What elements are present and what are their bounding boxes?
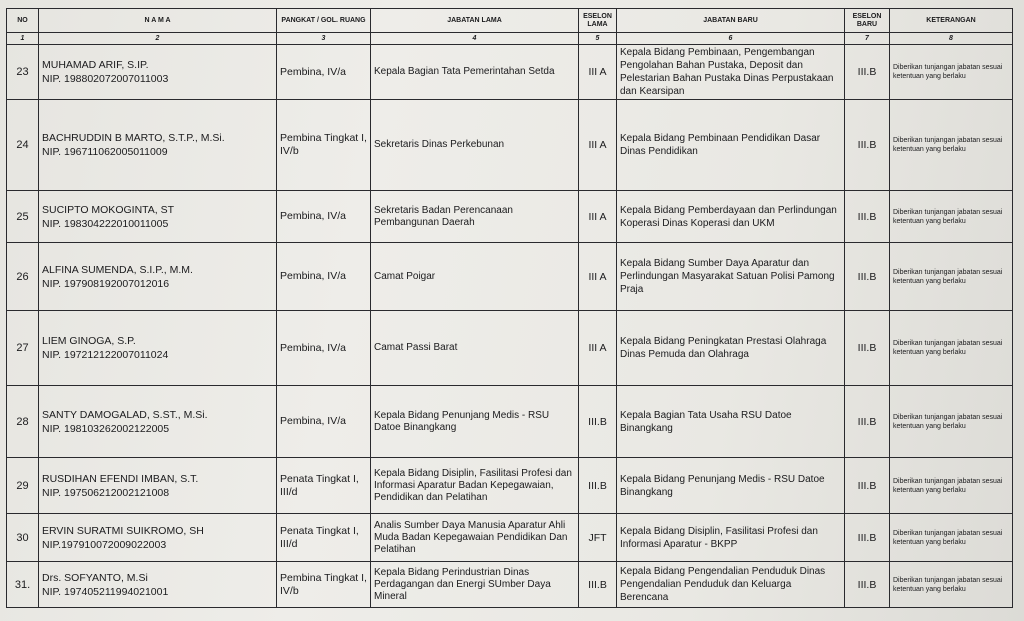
employee-name: ERVIN SURATMI SUIKROMO, SH (42, 524, 204, 537)
header-row (7, 9, 1013, 33)
col-index: 1 (7, 33, 39, 45)
header-eselon-baru: ESELON BARU (845, 9, 890, 33)
row-number: 26 (7, 243, 39, 311)
employee-name: LIEM GINOGA, S.P. (42, 335, 136, 347)
employee-nip: NIP. 197212122007011024 (42, 349, 169, 361)
row-number: 28 (7, 386, 39, 458)
employee-cell (39, 100, 277, 191)
jabatan-baru-cell: Kepala Bidang Peningkatan Prestasi Olahraga Dinas Pemuda dan Olahraga (617, 311, 845, 386)
jabatan-lama-cell: Kepala Bidang Disiplin, Fasilitasi Profesi dan Informasi Aparatur Badan Kepegawaian, Pendidikan dan Pelatihan (371, 458, 579, 514)
pangkat-cell: Pembina, IV/a (277, 386, 371, 458)
keterangan-cell: Diberikan tunjangan jabatan sesuai ketentuan yang berlaku (890, 243, 1013, 311)
table-row (7, 514, 1013, 562)
keterangan-cell: Diberikan tunjangan jabatan sesuai ketentuan yang berlaku (890, 458, 1013, 514)
employee-cell (39, 386, 277, 458)
header-keterangan: KETERANGAN (890, 9, 1013, 33)
jabatan-baru-cell: Kepala Bidang Disiplin, Fasilitasi Profesi dan Informasi Aparatur - BKPP (617, 514, 845, 562)
employee-nip: NIP. 197405211994021001 (42, 585, 169, 598)
employee-nip: NIP.197910072009022003 (42, 538, 167, 551)
pejabat-table (6, 8, 1013, 608)
header-jabatan-lama: JABATAN LAMA (371, 9, 579, 33)
employee-nip: NIP. 197506212002121008 (42, 486, 170, 499)
eselon-baru-cell: III.B (845, 311, 890, 386)
eselon-lama-cell: III.B (579, 458, 617, 514)
employee-cell (39, 514, 277, 562)
table-row (7, 386, 1013, 458)
employee-name: MUHAMAD ARIF, S.IP. (42, 59, 149, 71)
pangkat-cell: Penata Tingkat I, III/d (277, 514, 371, 562)
table-row (7, 243, 1013, 311)
employee-name: Drs. SOFYANTO, M.Si (42, 571, 148, 584)
employee-name: ALFINA SUMENDA, S.I.P., M.M. (42, 263, 193, 276)
eselon-baru-cell: III.B (845, 562, 890, 608)
col-index: 7 (845, 33, 890, 45)
col-index: 2 (39, 33, 277, 45)
employee-name: BACHRUDDIN B MARTO, S.T.P., M.Si. (42, 132, 225, 144)
eselon-baru-cell: III.B (845, 514, 890, 562)
pangkat-cell: Pembina Tingkat I, IV/b (277, 562, 371, 608)
employee-cell (39, 562, 277, 608)
table-row (7, 311, 1013, 386)
eselon-baru-cell: III.B (845, 458, 890, 514)
col-index: 6 (617, 33, 845, 45)
employee-nip: NIP. 196711062005011009 (42, 146, 168, 158)
row-number: 27 (7, 311, 39, 386)
table-row (7, 100, 1013, 191)
employee-nip: NIP. 197908192007012016 (42, 277, 170, 290)
col-index: 8 (890, 33, 1013, 45)
eselon-baru-cell: III.B (845, 45, 890, 100)
eselon-baru-cell: III.B (845, 191, 890, 243)
pangkat-cell: Pembina, IV/a (277, 191, 371, 243)
eselon-lama-cell: JFT (579, 514, 617, 562)
header-no: NO (7, 9, 39, 33)
row-number: 25 (7, 191, 39, 243)
keterangan-cell: Diberikan tunjangan jabatan sesuai ketentuan yang berlaku (890, 514, 1013, 562)
keterangan-cell: Diberikan tunjangan jabatan sesuai ketentuan yang berlaku (890, 562, 1013, 608)
jabatan-lama-cell: Camat Poigar (371, 243, 579, 311)
employee-cell (39, 458, 277, 514)
pangkat-cell: Pembina, IV/a (277, 311, 371, 386)
row-number: 29 (7, 458, 39, 514)
pangkat-cell: Pembina, IV/a (277, 243, 371, 311)
employee-cell (39, 45, 277, 100)
row-number: 31. (7, 562, 39, 608)
eselon-lama-cell: III A (579, 100, 617, 191)
eselon-baru-cell: III.B (845, 100, 890, 191)
keterangan-cell: Diberikan tunjangan jabatan sesuai ketentuan yang berlaku (890, 191, 1013, 243)
jabatan-lama-cell: Sekretaris Badan Perencanaan Pembangunan Daerah (371, 191, 579, 243)
employee-nip: NIP. 198304222010011005 (42, 217, 169, 230)
jabatan-baru-cell: Kepala Bidang Pembinaan, Pengembangan Pengolahan Bahan Pustaka, Deposit dan Pelestarian Bahan Pustaka Dinas Perpustakaan dan Kearsipan (617, 45, 845, 100)
col-index: 5 (579, 33, 617, 45)
jabatan-lama-cell: Kepala Bidang Perindustrian Dinas Perdagangan dan Energi SUmber Daya Mineral (371, 562, 579, 608)
col-index: 4 (371, 33, 579, 45)
pangkat-cell: Penata Tingkat I, III/d (277, 458, 371, 514)
column-index-row (7, 33, 1013, 45)
row-number: 24 (7, 100, 39, 191)
jabatan-lama-cell: Analis Sumber Daya Manusia Aparatur Ahli Muda Badan Kepegawaian Pendidikan Dan Pelatihan (371, 514, 579, 562)
eselon-baru-cell: III.B (845, 243, 890, 311)
eselon-lama-cell: III.B (579, 386, 617, 458)
employee-name: SANTY DAMOGALAD, S.ST., M.Si. (42, 408, 208, 421)
employee-cell (39, 191, 277, 243)
eselon-lama-cell: III A (579, 243, 617, 311)
eselon-lama-cell: III A (579, 45, 617, 100)
table-body (7, 45, 1013, 608)
jabatan-baru-cell: Kepala Bidang Penunjang Medis - RSU Datoe Binangkang (617, 458, 845, 514)
table-row (7, 45, 1013, 100)
jabatan-lama-cell: Sekretaris Dinas Perkebunan (371, 100, 579, 191)
pangkat-cell: Pembina Tingkat I, IV/b (277, 100, 371, 191)
row-number: 23 (7, 45, 39, 100)
employee-cell (39, 243, 277, 311)
eselon-lama-cell: III.B (579, 562, 617, 608)
header-jabatan-baru: JABATAN BARU (617, 9, 845, 33)
pangkat-cell: Pembina, IV/a (277, 45, 371, 100)
keterangan-cell: Diberikan tunjangan jabatan sesuai ketentuan yang berlaku (890, 100, 1013, 191)
jabatan-baru-cell: Kepala Bidang Pembinaan Pendidikan Dasar Dinas Pendidikan (617, 100, 845, 191)
jabatan-lama-cell: Kepala Bagian Tata Pemerintahan Setda (371, 45, 579, 100)
table-row (7, 562, 1013, 608)
keterangan-cell: Diberikan tunjangan jabatan sesuai ketentuan yang berlaku (890, 311, 1013, 386)
employee-cell (39, 311, 277, 386)
eselon-lama-cell: III A (579, 311, 617, 386)
jabatan-lama-cell: Kepala Bidang Penunjang Medis - RSU Datoe Binangkang (371, 386, 579, 458)
col-index: 3 (277, 33, 371, 45)
row-number: 30 (7, 514, 39, 562)
table-row (7, 191, 1013, 243)
eselon-baru-cell: III.B (845, 386, 890, 458)
jabatan-baru-cell: Kepala Bidang Pengendalian Penduduk Dinas Pengendalian Penduduk dan Keluarga Berencana (617, 562, 845, 608)
employee-nip: NIP. 198802072007011003 (42, 73, 169, 85)
jabatan-baru-cell: Kepala Bidang Pemberdayaan dan Perlindungan Koperasi Dinas Koperasi dan UKM (617, 191, 845, 243)
jabatan-lama-cell: Camat Passi Barat (371, 311, 579, 386)
eselon-lama-cell: III A (579, 191, 617, 243)
jabatan-baru-cell: Kepala Bagian Tata Usaha RSU Datoe Binangkang (617, 386, 845, 458)
jabatan-baru-cell: Kepala Bidang Sumber Daya Aparatur dan Perlindungan Masyarakat Satuan Polisi Pamong Praja (617, 243, 845, 311)
employee-name: SUCIPTO MOKOGINTA, ST (42, 203, 175, 216)
keterangan-cell: Diberikan tunjangan jabatan sesuai ketentuan yang berlaku (890, 386, 1013, 458)
keterangan-cell: Diberikan tunjangan jabatan sesuai ketentuan yang berlaku (890, 45, 1013, 100)
header-eselon-lama: ESELON LAMA (579, 9, 617, 33)
employee-nip: NIP. 198103262002122005 (42, 422, 170, 435)
employee-name: RUSDIHAN EFENDI IMBAN, S.T. (42, 472, 199, 485)
header-pangkat: PANGKAT / GOL. RUANG (277, 9, 371, 33)
table-row (7, 458, 1013, 514)
header-nama: N A M A (39, 9, 277, 33)
